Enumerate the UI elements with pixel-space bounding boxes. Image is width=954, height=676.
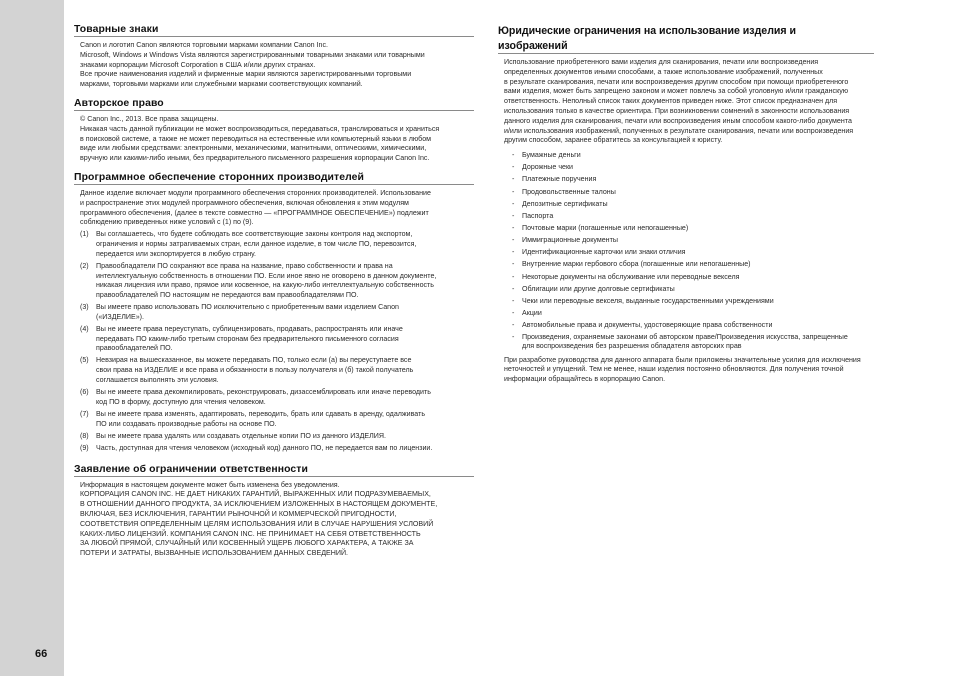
- condition-number: (9): [80, 443, 89, 452]
- restricted-document-text: [522, 321, 874, 330]
- condition-text-line: Часть, доступная для чтения человеком (исходный код) данного ПО, не передается вам по лицензии.: [96, 443, 433, 452]
- restricted-document-item: [512, 309, 874, 318]
- legal-intro-line: в результате сканирования, печати или воспроизведения другим способом при помощи приобретенного: [504, 77, 849, 86]
- condition-number: (1): [80, 230, 89, 239]
- bullet-mark: -: [512, 163, 515, 172]
- restricted-document-line: для воспроизведения без разрешения обладателя авторских прав: [522, 342, 742, 351]
- restricted-document-item: [512, 188, 874, 197]
- bullet-mark: -: [512, 199, 515, 208]
- restricted-document-text: [522, 260, 874, 269]
- restricted-document-text: [522, 212, 874, 221]
- condition-text-line: Вы не имеете права изменять, адаптировать, переводить, брать или сдавать в аренду, одалживать: [96, 409, 426, 418]
- restricted-document-line: Платежные поручения: [522, 175, 597, 184]
- bullet-mark: -: [512, 272, 515, 281]
- third-party-line: Данное изделие включает модули программного обеспечения сторонних производителей. Использование: [80, 188, 431, 197]
- restricted-document-text: [522, 188, 874, 197]
- restricted-document-text: [522, 224, 874, 233]
- condition-item: [80, 410, 474, 430]
- condition-item: [80, 444, 474, 454]
- condition-text-line: («ИЗДЕЛИЕ»).: [96, 312, 144, 321]
- left-column: [74, 24, 474, 559]
- restricted-document-text: [522, 285, 874, 294]
- bullet-mark: -: [512, 224, 515, 233]
- legal-intro-line: Использование приобретенного вами изделия для сканирования, печати или воспроизведения: [504, 58, 819, 66]
- restricted-document-item: [512, 321, 874, 330]
- legal-intro-line: и/или использования изображений, полученных в результате сканирования, печати или воспроизведения: [504, 126, 854, 135]
- bullet-mark: -: [512, 296, 515, 305]
- condition-number: (4): [80, 324, 89, 333]
- condition-text: [96, 230, 474, 259]
- copyright-body: [74, 115, 474, 164]
- legal-outro-line: информации обращайтесь в корпорацию Canon.: [504, 375, 666, 384]
- legal-intro-line: вами изделия, может быть запрещено законом и может повлечь за собой уголовную и/или гражданскую: [504, 87, 849, 96]
- legal-outro: [498, 356, 874, 385]
- page-number: 66: [35, 648, 48, 660]
- condition-text-line: передается или экспортируется в любую страну.: [96, 249, 256, 258]
- third-party-title: Программное обеспечение сторонних производителей: [74, 172, 474, 185]
- third-party-intro: [74, 189, 474, 228]
- legal-intro-line: другим способом, заранее обратитесь за консультацией к юристу.: [504, 136, 723, 145]
- condition-text: [96, 444, 474, 454]
- restricted-document-line: Идентификационные карточки или знаки отличия: [522, 248, 686, 257]
- condition-text: [96, 325, 474, 354]
- restricted-document-line: Чеки или переводные векселя, выданные государственными учреждениями: [522, 296, 774, 305]
- trademarks-title: Товарные знаки: [74, 24, 474, 37]
- bullet-mark: -: [512, 309, 515, 317]
- bullet-mark: -: [512, 248, 515, 257]
- bullet-mark: -: [512, 321, 515, 330]
- bullet-mark: -: [512, 211, 515, 220]
- third-party-line: соблюдению приведенных ниже условий с (1) по (9).: [80, 218, 254, 227]
- condition-number: (7): [80, 409, 89, 418]
- condition-text-line: ограничения и нормы затрагиваемых стран, если данное изделие, в том числе ПО, перевозится,: [96, 239, 417, 248]
- condition-text-line: Правообладатели ПО сохраняют все права на название, право собственности и права на: [96, 261, 393, 270]
- third-party-conditions-list: [74, 230, 474, 453]
- restricted-document-text: [522, 248, 874, 257]
- third-party-line: и распространение этих модулей программного обеспечения, включая обновления к этим модулям: [80, 198, 409, 207]
- disclaimer-line: ПОТЕРИ И ЗАТРАТЫ, ВЫЗВАННЫЕ ИСПОЛЬЗОВАНИЕМ ДАННЫХ СВЕДЕНИЙ.: [80, 549, 349, 558]
- restricted-document-line: Депозитные сертификаты: [522, 199, 608, 208]
- condition-text-line: интеллектуальную собственность в отношении ПО. Если иное явно не оговорено в данном документе,: [96, 271, 437, 280]
- restricted-document-item: [512, 297, 874, 306]
- restricted-document-line: Иммиграционные документы: [522, 236, 618, 245]
- trademarks-line: Canon и логотип Canon являются торговыми марками компании Canon Inc.: [80, 41, 329, 49]
- restricted-document-text: [522, 175, 874, 184]
- legal-restrictions-title: [498, 24, 874, 54]
- restricted-documents-list: [498, 151, 874, 352]
- condition-text-line: правообладателей ПО настоящим не передаются вам правообладателями ПО.: [96, 291, 359, 300]
- restricted-document-item: [512, 175, 874, 184]
- condition-text-line: свои права на ИЗДЕЛИЕ и все права и обязанности в пользу получателя и (б) такой получатель: [96, 366, 414, 375]
- condition-text: [96, 303, 474, 323]
- right-column: [498, 24, 874, 385]
- restricted-document-text: [522, 151, 874, 160]
- disclaimer-line: В ОТНОШЕНИИ ДАННОГО ПРОДУКТА, ЗА ИСКЛЮЧЕНИЕМ ИЗЛОЖЕННЫХ В НАСТОЯЩЕМ ДОКУМЕНТЕ,: [80, 500, 438, 509]
- third-party-line: программного обеспечения, (далее в тексте совместно — «ПРОГРАММНОЕ ОБЕСПЕЧЕНИЕ») подлежит: [80, 208, 429, 217]
- condition-item: [80, 388, 474, 408]
- restricted-document-item: [512, 200, 874, 209]
- disclaimer-line: КОРПОРАЦИЯ CANON INC. НЕ ДАЕТ НИКАКИХ ГАРАНТИЙ, ВЫРАЖЕННЫХ ИЛИ ПОДРАЗУМЕВАЕМЫХ,: [80, 490, 431, 499]
- bullet-mark: -: [512, 333, 515, 342]
- condition-text: [96, 262, 474, 301]
- disclaimer-title: Заявление об ограничении ответственности: [74, 464, 474, 477]
- condition-text-line: Вы не имеете права декомпилировать, реконструировать, дизассемблировать или иначе переводить: [96, 388, 431, 397]
- restricted-document-text: [522, 273, 874, 282]
- trademarks-line: Microsoft, Windows и Windows Vista являются зарегистрированными товарными знаками или товарными: [80, 50, 425, 59]
- copyright-line: © Canon Inc., 2013. Все права защищены.: [80, 114, 219, 123]
- restricted-document-line: Облигации или другие долговые сертификаты: [522, 284, 675, 293]
- restricted-document-text: [522, 236, 874, 245]
- restricted-document-item: [512, 260, 874, 269]
- disclaimer-line: ВКЛЮЧАЯ, БЕЗ ИСКЛЮЧЕНИЯ, ГАРАНТИИ РЫНОЧНОЙ И КОММЕРЧЕСКОЙ ПРИГОДНОСТИ,: [80, 509, 397, 518]
- copyright-line: вручную или какими-либо иными, без предварительного письменного разрешения корпорации Canon Inc.: [80, 154, 430, 163]
- restricted-document-item: [512, 285, 874, 294]
- legal-intro-line: определенных документов иными способами, а также использование изображений, полученных: [504, 67, 823, 76]
- condition-text-line: соглашается выполнять эти условия.: [96, 376, 219, 385]
- disclaimer-body: [74, 481, 474, 559]
- restricted-document-item: [512, 224, 874, 233]
- restricted-document-line: Бумажные деньги: [522, 151, 581, 160]
- bullet-mark: -: [512, 187, 515, 196]
- restricted-document-line: Автомобильные права и документы, удостоверяющие права собственности: [522, 321, 773, 330]
- restricted-document-item: [512, 212, 874, 221]
- restricted-document-line: Некоторые документы на обслуживание или переводные векселя: [522, 272, 740, 281]
- copyright-line: Никакая часть данной публикации не может воспроизводиться, передаваться, транслироваться и храниться: [80, 124, 440, 133]
- condition-item: [80, 356, 474, 385]
- condition-text-line: ПО или создавать производные работы на основе ПО.: [96, 419, 277, 428]
- restricted-document-text: [522, 297, 874, 306]
- restricted-document-line: Продовольственные талоны: [522, 187, 616, 196]
- restricted-document-line: Акции: [522, 309, 542, 317]
- restricted-document-text: [522, 309, 874, 318]
- trademarks-line: марками, торговыми марками или служебными марками соответствующих компаний.: [80, 80, 363, 89]
- disclaimer-line: Информация в настоящем документе может быть изменена без уведомления.: [80, 480, 340, 489]
- legal-intro-line: использования только в качестве ориентира. При возникновении сомнений в законности использования: [504, 106, 850, 115]
- disclaimer-line: КАКИХ-ЛИБО ЛИЦЕНЗИЙ. КОМПАНИЯ CANON INC. НЕ ПРИНИМАЕТ НА СЕБЯ ОТВЕТСТВЕННОСТЬ: [80, 529, 421, 538]
- trademarks-body: [74, 41, 474, 90]
- legal-outro-line: неточностей и упущений. Тем не менее, наши изделия постоянно обновляются. Для получения точной: [504, 365, 844, 374]
- restricted-document-item: [512, 163, 874, 172]
- condition-text-line: Вы соглашаетесь, что будете соблюдать все соответствующие законы контроля над экспортом,: [96, 230, 413, 239]
- restricted-document-line: Внутренние марки гербового сбора (погашенные или непогашенные): [522, 260, 751, 269]
- condition-text-line: Вы не имеете права удалять или создавать отдельные копии ПО из данного ИЗДЕЛИЯ.: [96, 431, 386, 440]
- condition-item: [80, 230, 474, 259]
- condition-number: (3): [80, 303, 89, 312]
- condition-text-line: Невзирая на вышесказанное, вы можете передавать ПО, только если (а) вы переуступаете все: [96, 356, 412, 365]
- condition-item: [80, 325, 474, 354]
- restricted-document-text: [522, 333, 874, 351]
- trademarks-line: Все прочие наименования изделий и фирменные марки являются зарегистрированными торговыми: [80, 70, 412, 79]
- condition-item: [80, 432, 474, 442]
- condition-item: [80, 303, 474, 323]
- legal-title-line: Юридические ограничения на использование изделия и: [498, 25, 797, 37]
- condition-number: (2): [80, 261, 89, 270]
- legal-intro-line: данного изделия для сканирования, печати или воспроизведения иным способом какого-либо документа: [504, 116, 852, 125]
- restricted-document-item: [512, 151, 874, 160]
- condition-text-line: правообладателей ПО.: [96, 344, 173, 353]
- condition-number: (8): [80, 431, 89, 440]
- restricted-document-line: Паспорта: [522, 211, 554, 220]
- bullet-mark: -: [512, 284, 515, 293]
- condition-text-line: код ПО в форму, доступную для чтения человеком.: [96, 397, 266, 406]
- disclaimer-line: ЗА ЛЮБОЙ ПРЯМОЙ, СЛУЧАЙНЫЙ ИЛИ КОСВЕННЫЙ УЩЕРБ ЛЮБОГО ХАРАКТЕРА, А ТАКЖЕ ЗА: [80, 539, 414, 548]
- legal-intro: [498, 58, 874, 146]
- restricted-document-text: [522, 200, 874, 209]
- restricted-document-item: [512, 273, 874, 282]
- legal-outro-line: При разработке руководства для данного аппарата были приложены значительные усилия для исключения: [504, 355, 861, 364]
- restricted-document-item: [512, 248, 874, 257]
- trademarks-line: знаками корпорации Microsoft Corporation в США и/или других странах.: [80, 60, 316, 69]
- restricted-document-item: [512, 236, 874, 245]
- condition-number: (6): [80, 388, 89, 397]
- copyright-line: виде или любыми средствами: электронными, механическими, магнитными, оптическими, химическими,: [80, 144, 427, 153]
- restricted-document-line: Произведения, охраняемые законами об авторском праве/Произведения искусства, запрещенные: [522, 333, 848, 342]
- restricted-document-item: [512, 333, 874, 351]
- condition-text-line: Вы не имеете права переуступать, сублицензировать, продавать, распространять или иначе: [96, 324, 403, 333]
- condition-text: [96, 388, 474, 408]
- restricted-document-line: Дорожные чеки: [522, 163, 574, 172]
- condition-text: [96, 410, 474, 430]
- copyright-line: в поисковой системе, а также не может переводиться на естественные или компьютерный языки в любом: [80, 134, 432, 143]
- disclaimer-line: СООТВЕТСТВИЯ ОПРЕДЕЛЕННЫМ ЦЕЛЯМ ИСПОЛЬЗОВАНИЯ ИЛИ В СЛУЧАЕ НАРУШЕНИЯ УСЛОВИЙ: [80, 519, 434, 528]
- condition-number: (5): [80, 356, 89, 365]
- restricted-document-text: [522, 163, 874, 172]
- condition-text: [96, 432, 474, 442]
- bullet-mark: -: [512, 260, 515, 269]
- restricted-document-line: Почтовые марки (погашенные или непогашенные): [522, 224, 689, 233]
- legal-intro-line: ответственность. Неполный список таких документов приведен ниже. Этот список предназначен для: [504, 97, 838, 106]
- condition-text-line: никакая лицензия или право, прямое или косвенное, на какую-либо интеллектуальную собственность: [96, 281, 435, 290]
- page-side-strip: [0, 0, 64, 676]
- condition-item: [80, 262, 474, 301]
- condition-text: [96, 356, 474, 385]
- bullet-mark: -: [512, 175, 515, 184]
- bullet-mark: -: [512, 236, 515, 245]
- legal-title-line: изображений: [498, 39, 568, 52]
- condition-text-line: Вы имеете право использовать ПО исключительно с приобретенным вами изделием Canon: [96, 303, 399, 312]
- copyright-title: Авторское право: [74, 98, 474, 111]
- condition-text-line: передавать ПО каким-либо третьим сторонам без предварительного письменного согласия: [96, 334, 399, 343]
- bullet-mark: -: [512, 151, 515, 160]
